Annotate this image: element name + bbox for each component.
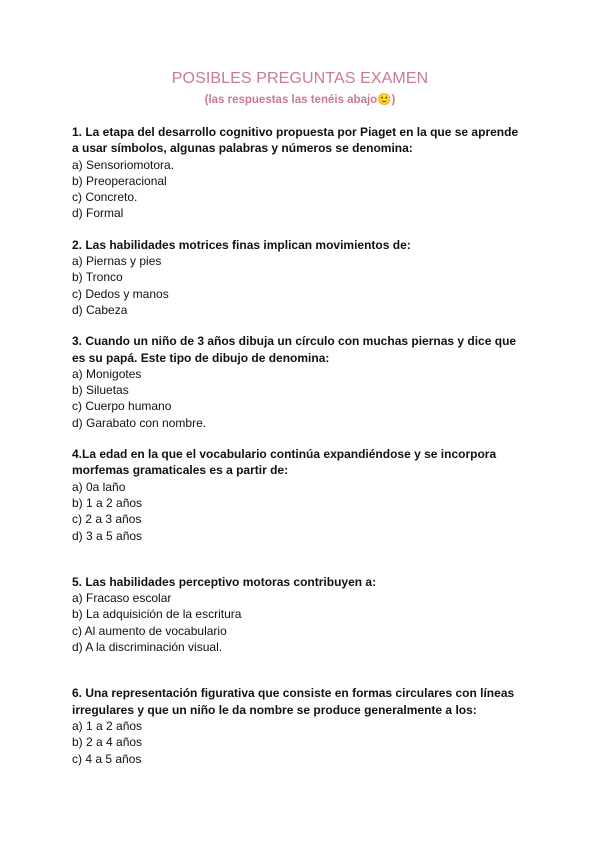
question-2 (72, 237, 542, 318)
question-1-line-1: 1. La etapa del desarrollo cognitivo propuesta por Piaget en la que se aprende (72, 125, 519, 139)
question-1-option-b: b) Preoperacional (72, 173, 167, 188)
question-2-option-c: c) Dedos y manos (72, 286, 169, 301)
question-list (72, 124, 542, 767)
question-4-option-a: a) 0a laño (72, 479, 126, 494)
page-subtitle (0, 92, 600, 106)
question-2-option-b: b) Tronco (72, 270, 123, 285)
question-6-option-b: b) 2 a 4 años (72, 735, 143, 750)
question-3-option-c: c) Cuerpo humano (72, 399, 172, 414)
smiley-icon: 🙂 (377, 94, 392, 106)
question-4-line-1: 4.La edad en la que el vocabulario continúa expandiéndose y se incorpora (72, 447, 497, 462)
page-title: POSIBLES PREGUNTAS EXAMEN (171, 70, 429, 87)
question-4-option-b: b) 1 a 2 años (72, 495, 143, 510)
question-4-option-d: d) 3 a 5 años (72, 528, 143, 543)
question-1-option-a: a) Sensoriomotora. (72, 157, 175, 172)
question-6-line-1: 6. Una representación figurativa que consiste en formas circulares con líneas (72, 686, 515, 701)
question-2-option-a: a) Piernas y pies (72, 254, 162, 269)
question-5-option-d: d) A la discriminación visual. (72, 640, 223, 655)
question-5-option-a: a) Fracaso escolar (72, 591, 172, 606)
question-4-line-2: morfemas gramaticales es a partir de: (72, 463, 289, 478)
subtitle-text: (las respuestas las tenéis abajo (204, 94, 378, 106)
question-5 (72, 574, 542, 655)
question-5-option-b: b) La adquisición de la escritura (72, 607, 242, 622)
question-3-option-b: b) Siluetas (72, 383, 129, 398)
question-3-option-a: a) Monigotes (72, 366, 142, 381)
question-2-option-d: d) Cabeza (72, 302, 128, 317)
question-3-line-2: es su papá. Este tipo de dibujo de denomina: (72, 350, 330, 365)
question-5-line-1: 5. Las habilidades perceptivo motoras contribuyen a: (72, 574, 377, 589)
question-6-option-c: c) 4 a 5 años (72, 751, 142, 766)
subtitle-close: ) (391, 94, 396, 106)
question-2-line-1: 2. Las habilidades motrices finas implican movimientos de: (72, 237, 411, 252)
question-3-option-d: d) Garabato con nombre. (72, 415, 207, 430)
question-1-option-d: d) Formal (72, 206, 124, 221)
question-4 (72, 446, 542, 544)
question-6-line-2: irregulares y que un niño le da nombre se produce generalmente a los: (72, 702, 477, 717)
question-1 (72, 124, 542, 222)
question-1-option-c: c) Concreto. (72, 190, 138, 205)
question-1-line-2: a usar símbolos, algunas palabras y números se denomina: (72, 141, 413, 156)
question-4-option-c: c) 2 a 3 años (72, 512, 142, 527)
question-6-option-a: a) 1 a 2 años (72, 718, 143, 733)
question-5-option-c: c) Al aumento de vocabulario (72, 623, 227, 638)
question-6 (72, 685, 542, 766)
question-3 (72, 333, 542, 431)
question-3-line-1: 3. Cuando un niño de 3 años dibuja un círculo con muchas piernas y dice que (72, 334, 517, 349)
